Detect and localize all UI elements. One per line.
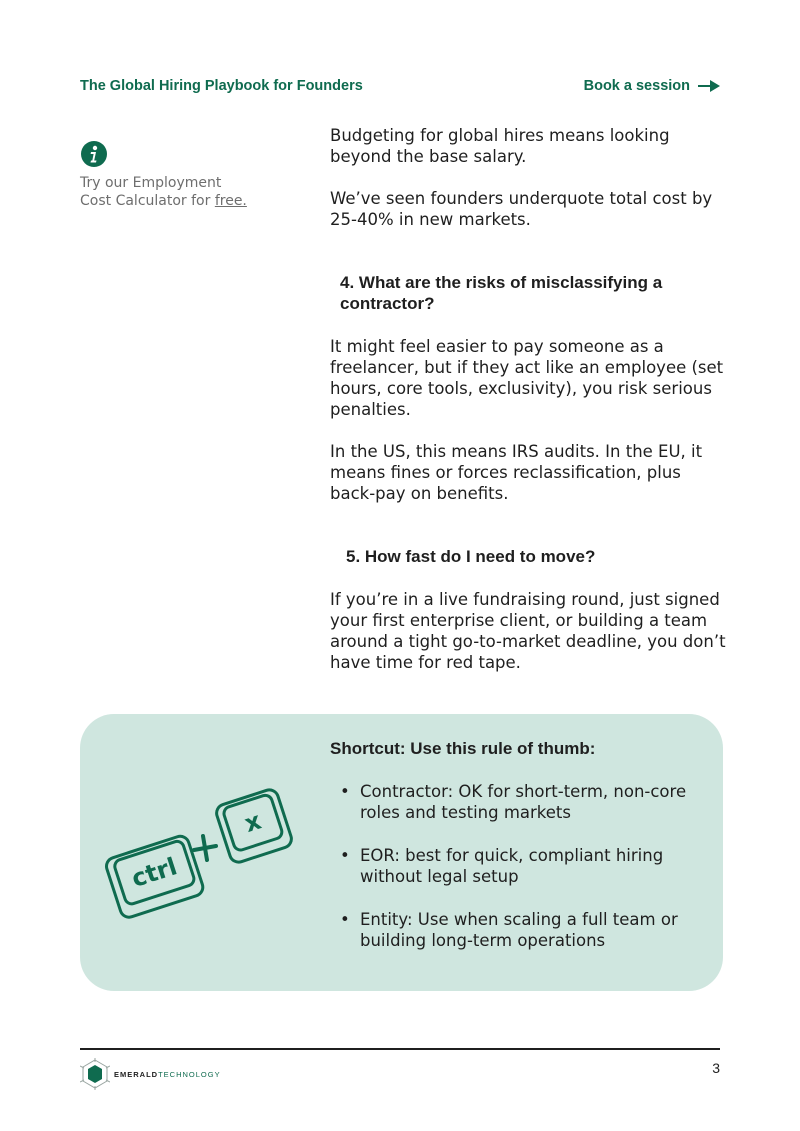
calculator-note-line2: Cost Calculator for [80,193,211,209]
arrow-right-icon [698,80,720,92]
underquote-paragraph: We’ve seen founders underquote total cost by 25-40% in new markets. [330,189,713,229]
budget-paragraph: Budgeting for global hires means looking beyond the base salary. [330,126,670,166]
shortcut-content [330,738,720,973]
x-key-label: x [241,806,265,838]
page-number: 3 [712,1060,720,1076]
list-item: • EOR: best for quick, compliant hiring without legal setup [330,845,720,887]
rule-of-thumb-list [330,781,720,951]
ctrl-key-label: ctrl [128,852,181,894]
calculator-free-link[interactable]: free. [214,193,247,209]
ctrl-plus-x-keys-icon [104,786,304,921]
main-content [330,125,730,673]
list-item: • Contractor: OK for short-term, non-core roles and testing markets [330,781,720,823]
calculator-note [80,174,290,210]
calculator-note-line1: Try our Employment [80,175,222,191]
document-title: The Global Hiring Playbook for Founders [80,78,363,94]
misclassification-heading: 4. What are the risks of misclassifying a contractor? [340,273,663,313]
shortcut-title: Shortcut: Use this rule of thumb: [330,739,596,758]
fundraising-paragraph: If you’re in a live fundraising round, just signed your first enterprise client, or building a team around a tight go-to-market deadline, you don’t have time for red tape. [330,590,726,672]
logo-text-light: TECHNOLOGY [158,1069,221,1079]
audits-paragraph: In the US, this means IRS audits. In the EU, it means fines or forces reclassification, plus back-pay on benefits. [330,442,703,503]
list-item: • Entity: Use when scaling a full team or building long-term operations [330,909,720,951]
speed-heading: 5. How fast do I need to move? [346,547,596,566]
footer-divider [80,1048,720,1050]
emerald-hexagon-logo-icon [80,1058,110,1090]
book-session-label: Book a session [583,78,690,94]
company-logo [80,1058,221,1090]
info-icon [80,140,108,168]
freelancer-paragraph: It might feel easier to pay someone as a freelancer, but if they act like an employee (set hours, core tools, exclusivity), you risk serious penalties. [330,337,724,419]
book-session-link[interactable] [584,78,720,94]
logo-text-bold: EMERALD [114,1069,159,1079]
